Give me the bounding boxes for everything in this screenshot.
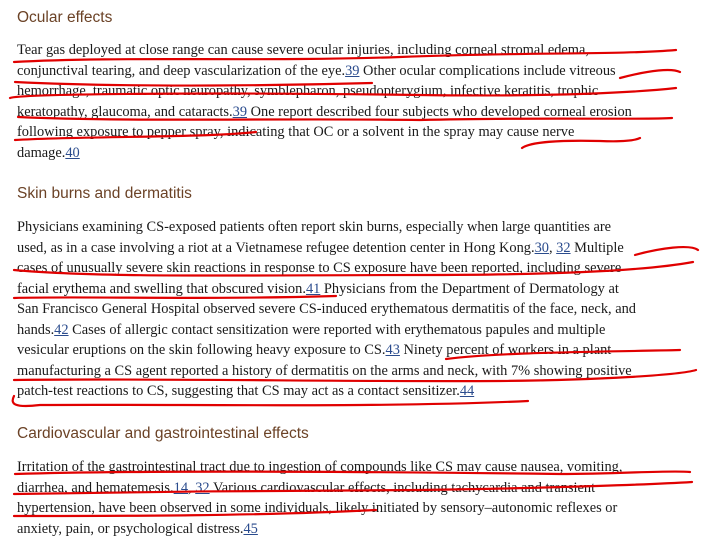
text-line bbox=[17, 478, 717, 499]
text-run: Irritation of the gastrointestinal tract due to ingestion of compounds like CS may cause nausea, vomiting, bbox=[17, 459, 623, 475]
text-run: , bbox=[188, 479, 196, 496]
text-run: hemorrhage, traumatic optic neuropathy, symblepharon, pseudopterygium, infective keratitis, trophic bbox=[17, 83, 599, 99]
text-run: following exposure to pepper spray, indicating that OC or a solvent in the spray may cause nerve bbox=[17, 124, 575, 140]
text-run: , bbox=[548, 239, 557, 256]
section-heading-cardio: Cardiovascular and gastrointestinal effects bbox=[17, 425, 309, 442]
text-run: hands. bbox=[17, 321, 55, 338]
text-run: facial erythema and swelling that obscured vision. bbox=[17, 280, 306, 297]
text-run: diarrhea, and hematemesis. bbox=[17, 479, 174, 496]
text-line bbox=[17, 81, 717, 102]
text-run: damage. bbox=[17, 144, 66, 161]
paragraph-ocular bbox=[17, 40, 717, 163]
citation-link[interactable]: 32 bbox=[195, 479, 210, 496]
citation-link[interactable]: 32 bbox=[556, 239, 571, 256]
text-line bbox=[17, 40, 717, 61]
text-run: Physicians from the Department of Dermatology at bbox=[320, 280, 619, 297]
text-line bbox=[17, 217, 717, 238]
text-line bbox=[17, 238, 717, 259]
text-line bbox=[17, 61, 717, 82]
text-run: Multiple bbox=[570, 239, 624, 256]
text-run: Other ocular complications include vitreous bbox=[359, 62, 616, 79]
text-run: One report described four subjects who developed corneal erosion bbox=[247, 103, 632, 120]
text-run: patch-test reactions to CS, suggesting that CS may act as a contact sensitizer. bbox=[17, 383, 460, 399]
text-run: used, as in a case involving a riot at a Vietnamese refugee detention center in Hong Kong. bbox=[17, 239, 535, 256]
text-line bbox=[17, 381, 717, 402]
text-line bbox=[17, 457, 717, 478]
text-run: Tear gas deployed at close range can cause severe ocular injuries, including corneal stromal edema, bbox=[17, 42, 589, 58]
citation-link[interactable]: 44 bbox=[459, 383, 475, 399]
text-line bbox=[17, 340, 717, 361]
text-line bbox=[17, 279, 717, 300]
text-line bbox=[17, 258, 717, 279]
citation-link[interactable]: 41 bbox=[305, 280, 321, 297]
text-run: anxiety, pain, or psychological distress. bbox=[17, 520, 244, 537]
text-line bbox=[17, 498, 717, 519]
text-line bbox=[17, 320, 717, 341]
text-line bbox=[17, 361, 717, 382]
citation-link[interactable]: 39 bbox=[232, 103, 248, 120]
text-run: vesicular eruptions on the skin following heavy exposure to CS. bbox=[17, 342, 386, 358]
text-line bbox=[17, 122, 717, 143]
text-run: manufacturing a CS agent reported a history of dermatitis on the arms and neck, with 7% showing positive bbox=[17, 362, 632, 379]
text-run: Physicians examining CS-exposed patients often report skin burns, especially when large quantities are bbox=[17, 219, 612, 235]
text-run: San Francisco General Hospital observed severe CS-induced erythematous dermatitis of the face, neck, and bbox=[17, 301, 636, 317]
text-line bbox=[17, 299, 717, 320]
text-run: Ninety percent of workers in a plant bbox=[399, 342, 612, 358]
citation-link[interactable]: 40 bbox=[65, 144, 80, 161]
text-line bbox=[17, 143, 717, 164]
text-run: cases of unusually severe skin reactions in response to CS exposure have been reported, including severe bbox=[17, 260, 622, 276]
citation-link[interactable]: 30 bbox=[534, 239, 549, 256]
citation-link[interactable]: 45 bbox=[243, 520, 258, 537]
citation-link[interactable]: 43 bbox=[385, 342, 400, 358]
citation-link[interactable]: 14 bbox=[173, 479, 189, 496]
text-line bbox=[17, 102, 717, 123]
text-run: hypertension, have been observed in some individuals, likely initiated by sensory–autonomic reflexes or bbox=[17, 500, 618, 516]
citation-link[interactable]: 42 bbox=[54, 321, 69, 338]
section-heading-ocular: Ocular effects bbox=[17, 9, 113, 26]
text-run: keratopathy, glaucoma, and cataracts. bbox=[17, 103, 233, 120]
paragraph-skin bbox=[17, 217, 717, 402]
text-run: conjunctival tearing, and deep vascularization of the eye. bbox=[17, 62, 346, 79]
paragraph-cardio bbox=[17, 457, 717, 539]
text-line bbox=[17, 519, 717, 540]
section-heading-skin: Skin burns and dermatitis bbox=[17, 185, 192, 202]
text-run: Various cardiovascular effects, including tachycardia and transient bbox=[209, 479, 596, 496]
text-run: Cases of allergic contact sensitization were reported with erythematous papules and multiple bbox=[68, 321, 606, 338]
citation-link[interactable]: 39 bbox=[345, 62, 360, 79]
